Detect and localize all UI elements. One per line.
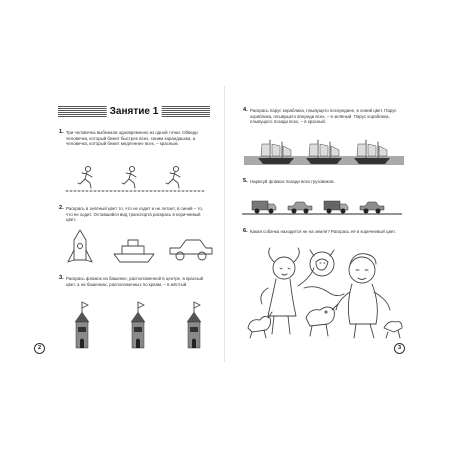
- ground-dog-2: [306, 304, 338, 336]
- task-6-number: 6.: [243, 228, 248, 234]
- task-5: [243, 178, 400, 185]
- task-1: [59, 129, 210, 147]
- task-3-text: Раскрась флажок на башенке, расположенной в центре, в красный цвет, а на башенках, расположенных по краям, – в жёлтый.: [66, 276, 204, 287]
- ship-outline: [114, 240, 154, 262]
- task-2-number: 2.: [59, 205, 64, 211]
- task-2-text: Раскрась в зелёный цвет то, что не ездит и не летает, в синий – то, что не ходит. Оставшийся вид транспорта раскрась в коричневый цвет.: [66, 206, 203, 223]
- car-1: [288, 202, 312, 214]
- sailing-ship-1: [258, 140, 294, 164]
- running-figures-illustration: [66, 166, 206, 192]
- task-5-text: Нарисуй флажок позади всех грузовиков.: [250, 179, 335, 184]
- sailing-ship-3: [354, 140, 390, 164]
- dogs-and-people-illustration: [244, 248, 404, 340]
- task-6-text: Какая собачка находится не на земле? Раскрась её в коричневый цвет.: [250, 229, 396, 234]
- transport-illustration: [64, 228, 214, 268]
- car-outline: [170, 240, 212, 260]
- girl-figure: [261, 248, 314, 334]
- towers-illustration: [66, 300, 216, 350]
- man-figure: [336, 254, 390, 338]
- rocket-outline: [68, 230, 92, 262]
- task-3-number: 3.: [59, 275, 64, 281]
- book-spine: [224, 86, 225, 362]
- truck-1: [252, 201, 276, 214]
- truck-2: [324, 201, 348, 214]
- task-1-number: 1.: [59, 129, 64, 135]
- ground-dog-3: [384, 322, 402, 338]
- task-2: [59, 205, 210, 223]
- tower-center: [131, 302, 145, 348]
- runner-figure-3: [166, 166, 180, 188]
- car-2: [360, 202, 384, 214]
- runner-figure-1: [78, 166, 92, 188]
- vehicles-illustration: [242, 194, 402, 216]
- tower-right: [187, 302, 201, 348]
- task-4: [243, 107, 400, 125]
- lesson-title: Занятие 1: [107, 105, 162, 118]
- task-6: [243, 228, 400, 235]
- sailing-ships-illustration: [244, 138, 404, 168]
- task-4-number: 4.: [243, 107, 248, 113]
- task-4-text: Раскрась парус кораблика, плывущего посередине, в синий цвет. Парус кораблика, плывущего впереди всех, – в зелёный. Парус кораблика, плывущего позади всех, – в красный.: [250, 108, 397, 125]
- lesson-heading: [58, 106, 210, 118]
- task-5-number: 5.: [243, 178, 248, 184]
- right-page-number: 3: [394, 343, 405, 354]
- task-1-text: Три человечка выбежали одновременно из одной точки. Обведи человечка, который бежит быстрее всех, синим карандашом, а человечка, который бежит медленнее всех, – красным.: [66, 130, 198, 147]
- sailing-ship-2: [306, 140, 342, 164]
- runner-figure-2: [122, 166, 136, 188]
- left-page-number: 2: [34, 343, 45, 354]
- task-3: [59, 275, 210, 287]
- tower-left: [75, 302, 89, 348]
- floating-dog: [310, 250, 334, 276]
